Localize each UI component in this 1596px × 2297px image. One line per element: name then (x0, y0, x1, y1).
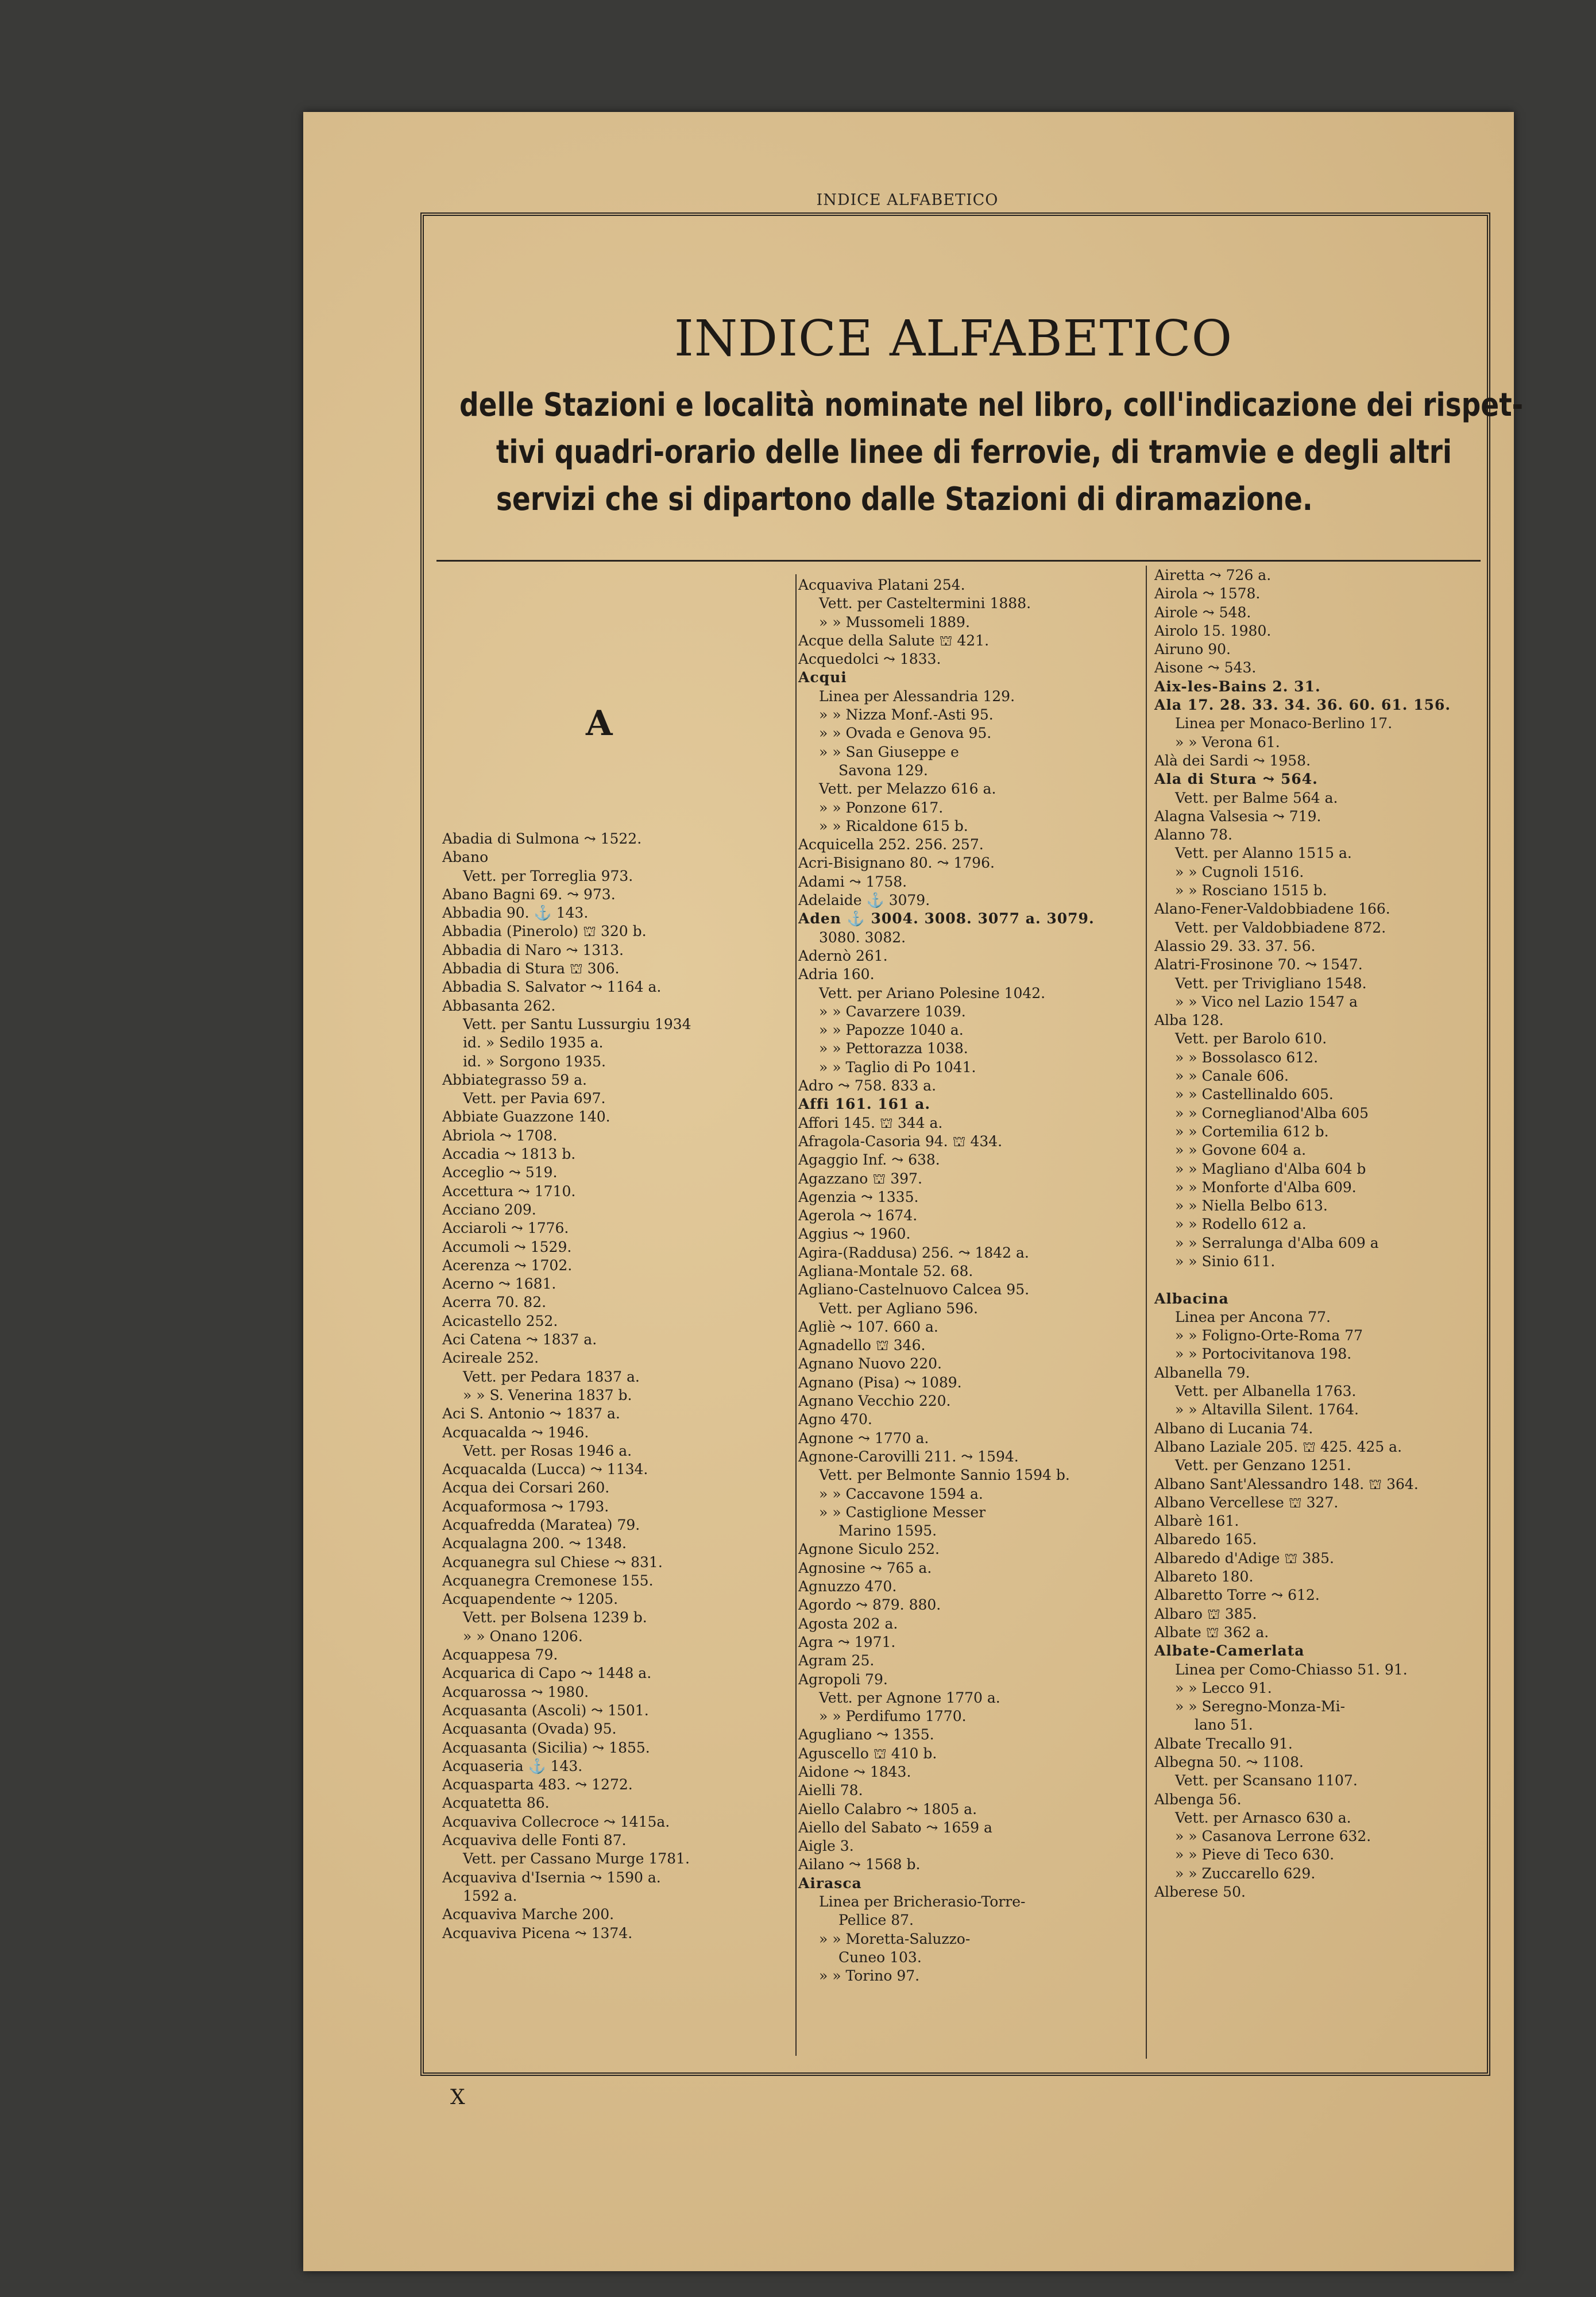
section-letter: A (586, 703, 613, 744)
index-entry: » » Foligno-Orte-Roma 77 (1175, 1327, 1363, 1344)
index-entry: Aidone ⤳ 1843. (798, 1764, 911, 1780)
index-entry: Alba 128. (1154, 1012, 1224, 1029)
index-entry: Abano (442, 849, 489, 866)
index-entry: Alà dei Sardi ⤳ 1958. (1154, 752, 1311, 769)
index-entry: Affori 145. ⛫ 344 a. (798, 1114, 943, 1131)
index-entry: Vett. per Casteltermini 1888. (819, 595, 1031, 612)
index-entry: Aiello Calabro ⤳ 1805 a. (798, 1800, 977, 1818)
index-entry: » » Caccavone 1594 a. (819, 1485, 983, 1502)
index-entry: Aguscello ⛫ 410 b. (798, 1745, 937, 1762)
index-entry: Abano Bagni 69. ⤳ 973. (442, 885, 616, 903)
index-entry: Ailano ⤳ 1568 b. (798, 1856, 921, 1873)
index-entry: » » Serralunga d'Alba 609 a (1175, 1234, 1379, 1251)
index-entry: » » Canale 606. (1175, 1068, 1289, 1085)
index-entry: Vett. per Belmonte Sannio 1594 b. (819, 1467, 1070, 1484)
index-entry: Vett. per Valdobbiadene 872. (1175, 919, 1386, 936)
index-entry: » » Zuccarello 629. (1175, 1865, 1316, 1882)
index-entry: Acquappesa 79. (442, 1646, 558, 1664)
index-entry: » » Lecco 91. (1175, 1679, 1272, 1696)
index-entry: Albareto 180. (1154, 1568, 1254, 1586)
index-entry: Pellice 87. (838, 1912, 914, 1929)
index-entry: Vett. per Alanno 1515 a. (1175, 845, 1352, 862)
index-entry: Albano Laziale 205. ⛫ 425. 425 a. (1154, 1438, 1402, 1455)
index-entry: Agira-(Raddusa) 256. ⤳ 1842 a. (798, 1244, 1029, 1261)
index-entry: » » Vico nel Lazio 1547 a (1175, 993, 1358, 1010)
index-entry: Agra ⤳ 1971. (798, 1633, 896, 1650)
index-entry: Aci S. Antonio ⤳ 1837 a. (442, 1405, 620, 1422)
index-entry: » » Govone 604 a. (1175, 1142, 1307, 1159)
index-entry: Agropoli 79. (798, 1670, 888, 1688)
index-entry: Abbadia di Stura ⛫ 306. (442, 960, 620, 977)
index-entry: Agnano (Pisa) ⤳ 1089. (798, 1374, 962, 1391)
index-entry: Albaredo 165. (1154, 1531, 1257, 1548)
index-entry: Albacina (1154, 1290, 1229, 1307)
index-entry: Albaro ⛫ 385. (1154, 1605, 1257, 1622)
index-entry: » » Cugnoli 1516. (1175, 863, 1304, 880)
index-entry: » » Verona 61. (1175, 733, 1280, 751)
index-entry: Ala di Stura ⤳ 564. (1154, 771, 1318, 788)
index-entry: Acqualagna 200. ⤳ 1348. (442, 1535, 627, 1552)
index-entry: Abbasanta 262. (442, 997, 556, 1014)
index-entry: Albano di Lucania 74. (1154, 1420, 1313, 1437)
index-entry: » » Papozze 1040 a. (819, 1022, 964, 1039)
index-entry: Acquanegra Cremonese 155. (442, 1572, 654, 1589)
index-entry: Accadia ⤳ 1813 b. (442, 1146, 576, 1163)
index-entry: Agnone ⤳ 1770 a. (798, 1429, 929, 1447)
index-entry: Ala 17. 28. 33. 34. 36. 60. 61. 156. (1154, 697, 1451, 714)
index-entry: Adelaide ⚓ 3079. (798, 892, 930, 909)
index-entry: Airola ⤳ 1578. (1154, 585, 1261, 602)
index-entry: Agliana-Montale 52. 68. (798, 1262, 973, 1279)
index-entry: » » Nizza Monf.-Asti 95. (819, 706, 994, 724)
index-entry: Acquaviva Picena ⤳ 1374. (442, 1924, 633, 1942)
running-head: INDICE ALFABETICO (816, 191, 999, 209)
index-entry: Acri-Bisignano 80. ⤳ 1796. (798, 854, 995, 872)
index-entry: Vett. per Balme 564 a. (1175, 789, 1338, 806)
index-entry: » » Castellinaldo 605. (1175, 1086, 1334, 1103)
index-entry: Acicastello 252. (442, 1312, 558, 1329)
index-entry: » » Rosciano 1515 b. (1175, 882, 1327, 899)
index-entry: Albarè 161. (1154, 1513, 1239, 1530)
index-entry (1154, 1271, 1493, 1289)
index-entry: Vett. per Scansano 1107. (1175, 1772, 1358, 1789)
index-entry: id. » Sedilo 1935 a. (463, 1034, 604, 1051)
index-entry: Vett. per Melazzo 616 a. (819, 780, 996, 798)
index-entry: Agram 25. (798, 1652, 875, 1669)
index-entry: Vett. per Santu Lussurgiu 1934 (463, 1015, 691, 1033)
index-entry: lano 51. (1195, 1716, 1253, 1734)
index-entry: Acquasparta 483. ⤳ 1272. (442, 1776, 633, 1793)
index-entry: » » Corneglianod'Alba 605 (1175, 1104, 1369, 1122)
index-entry: Acque della Salute ⛫ 421. (798, 632, 990, 649)
index-entry: Airetta ⤳ 726 a. (1154, 567, 1272, 583)
index-entry: Vett. per Genzano 1251. (1175, 1457, 1351, 1474)
column-divider-1 (795, 574, 797, 2056)
index-entry: Aielli 78. (798, 1782, 863, 1799)
index-column-2 (798, 576, 1143, 1986)
index-entry: » » Moretta-Saluzzo- (819, 1930, 971, 1947)
index-entry: Accettura ⤳ 1710. (442, 1182, 576, 1200)
index-entry: Acquanegra sul Chiese ⤳ 831. (442, 1553, 663, 1571)
index-entry: Acquapendente ⤳ 1205. (442, 1591, 619, 1608)
index-entry: Adro ⤳ 758. 833 a. (798, 1077, 937, 1095)
index-entry: Adria 160. (798, 966, 875, 983)
index-entry: Aix-les-Bains 2. 31. (1154, 678, 1321, 695)
index-entry: Acquarica di Capo ⤳ 1448 a. (442, 1665, 652, 1682)
index-entry: Adami ⤳ 1758. (798, 873, 907, 890)
index-column-1 (442, 830, 793, 1943)
index-entry: Cuneo 103. (838, 1948, 922, 1966)
index-entry: Agliano-Castelnuovo Calcea 95. (798, 1281, 1030, 1298)
index-entry: » » Ricaldone 615 b. (819, 817, 968, 834)
index-entry: id. » Sorgono 1935. (463, 1053, 606, 1070)
index-column-3 (1154, 566, 1493, 1901)
index-entry: Alassio 29. 33. 37. 56. (1154, 937, 1316, 954)
index-entry: Vett. per Rosas 1946 a. (463, 1442, 632, 1459)
index-entry: Savona 129. (838, 761, 928, 779)
index-entry: » » San Giuseppe e (819, 743, 959, 760)
index-entry: Acquacalda ⤳ 1946. (442, 1424, 589, 1441)
index-entry: Acquedolci ⤳ 1833. (798, 651, 941, 668)
header-rule (436, 560, 1481, 562)
index-entry: Airolo 15. 1980. (1154, 622, 1272, 639)
index-entry: » » Sinio 611. (1175, 1252, 1276, 1270)
index-entry: Acquatetta 86. (442, 1795, 550, 1812)
index-entry: Albaretto Torre ⤳ 612. (1154, 1587, 1320, 1604)
index-entry: Acciaroli ⤳ 1776. (442, 1220, 569, 1237)
index-entry: Airasca (798, 1874, 862, 1892)
index-entry: » » Castiglione Messer (819, 1503, 986, 1521)
index-entry: Abbiate Guazzone 140. (442, 1108, 610, 1126)
index-entry: Albate-Camerlata (1154, 1642, 1305, 1660)
index-entry: Abbiategrasso 59 a. (442, 1071, 587, 1088)
index-entry: Albano Sant'Alessandro 148. ⛫ 364. (1154, 1475, 1419, 1492)
index-entry: » » Torino 97. (819, 1967, 920, 1985)
index-entry: Affi 161. 161 a. (798, 1096, 931, 1113)
index-entry: » » Casanova Lerrone 632. (1175, 1828, 1371, 1845)
index-entry: » » Altavilla Silent. 1764. (1175, 1401, 1359, 1418)
index-entry: Acquicella 252. 256. 257. (798, 836, 984, 853)
index-entry: Aigle 3. (798, 1838, 854, 1855)
index-entry: Agnano Vecchio 220. (798, 1393, 951, 1410)
index-entry: Acquaformosa ⤳ 1793. (442, 1498, 609, 1515)
index-entry: Abriola ⤳ 1708. (442, 1127, 558, 1144)
index-entry: Agnano Nuovo 220. (798, 1355, 942, 1372)
index-entry: 3080. 3082. (819, 929, 906, 946)
index-entry: Linea per Monaco-Berlino 17. (1175, 715, 1393, 732)
index-entry: Vett. per Albanella 1763. (1175, 1383, 1357, 1400)
index-entry: Acqui (798, 669, 847, 686)
index-entry: Albanella 79. (1154, 1364, 1250, 1381)
index-entry: Agaggio Inf. ⤳ 638. (798, 1151, 940, 1169)
index-entry: Vett. per Pavia 697. (463, 1090, 606, 1107)
index-entry: » » Bossolasco 612. (1175, 1049, 1319, 1066)
index-entry: Airole ⤳ 548. (1154, 604, 1251, 621)
index-entry: » » Onano 1206. (463, 1627, 583, 1645)
index-entry: Abbadia di Naro ⤳ 1313. (442, 941, 624, 958)
index-entry: 1592 a. (463, 1887, 517, 1904)
index-entry: » » Cavarzere 1039. (819, 1003, 966, 1020)
index-entry: Aden ⚓ 3004. 3008. 3077 a. 3079. (798, 910, 1095, 927)
index-entry: Marino 1595. (838, 1522, 937, 1540)
index-entry: » » Portocivitanova 198. (1175, 1345, 1352, 1363)
index-entry: Acquasanta (Sicilia) ⤳ 1855. (442, 1739, 650, 1756)
index-entry: Acciano 209. (442, 1201, 536, 1218)
index-entry: Vett. per Trivigliano 1548. (1175, 975, 1367, 992)
index-entry: Agosta 202 a. (798, 1615, 898, 1632)
index-entry: » » S. Venerina 1837 b. (463, 1386, 632, 1403)
index-entry: Linea per Ancona 77. (1175, 1308, 1331, 1325)
index-entry: Alanno 78. (1154, 826, 1232, 844)
index-entry: » » Ponzone 617. (819, 799, 944, 816)
index-entry: Acerno ⤳ 1681. (442, 1275, 557, 1293)
index-entry: Acerenza ⤳ 1702. (442, 1256, 573, 1274)
index-entry: » » Pettorazza 1038. (819, 1040, 968, 1057)
index-entry: Alagna Valsesia ⤳ 719. (1154, 807, 1321, 825)
index-entry: Agnadello ⛫ 346. (798, 1337, 926, 1354)
index-entry: » » Rodello 612 a. (1175, 1216, 1307, 1233)
index-entry: Albenga 56. (1154, 1791, 1242, 1808)
page-subtitle (459, 382, 1524, 523)
index-entry: Agnuzzo 470. (798, 1578, 897, 1595)
index-entry: Agerola ⤳ 1674. (798, 1207, 918, 1224)
index-entry: Acquaviva Marche 200. (442, 1906, 615, 1923)
index-entry: Agugliano ⤳ 1355. (798, 1726, 934, 1743)
index-entry: Albate Trecallo 91. (1154, 1735, 1293, 1752)
index-entry: Vett. per Agnone 1770 a. (819, 1689, 1000, 1706)
subtitle-line-3: servizi che si dipartono dalle Stazioni di diramazione. (496, 481, 1313, 518)
index-entry: Acqua dei Corsari 260. (442, 1479, 610, 1496)
index-entry: Alatri-Frosinone 70. ⤳ 1547. (1154, 956, 1363, 973)
index-entry: Agnosine ⤳ 765 a. (798, 1559, 932, 1576)
index-entry: Acquaseria ⚓ 143. (442, 1757, 583, 1774)
subtitle-line-2: tivi quadri-orario delle linee di ferrovie, di tramvie e degli altri (496, 434, 1452, 471)
index-entry: Agliè ⤳ 107. 660 a. (798, 1318, 938, 1335)
index-entry: Alberese 50. (1154, 1884, 1246, 1901)
index-entry: Aggius ⤳ 1960. (798, 1225, 911, 1243)
index-entry: » » Pieve di Teco 630. (1175, 1846, 1335, 1863)
index-entry: Acquafredda (Maratea) 79. (442, 1516, 640, 1533)
index-entry: » » Magliano d'Alba 604 b (1175, 1160, 1366, 1177)
index-entry: Vett. per Bolsena 1239 b. (463, 1609, 647, 1626)
index-entry: Aiello del Sabato ⤳ 1659 a (798, 1819, 992, 1836)
index-entry: Acquasanta (Ascoli) ⤳ 1501. (442, 1702, 649, 1719)
index-entry: Acceglio ⤳ 519. (442, 1164, 558, 1181)
index-entry: Linea per Bricherasio-Torre- (819, 1893, 1026, 1911)
index-entry: Vett. per Arnasco 630 a. (1175, 1809, 1351, 1826)
index-entry: Albano Vercellese ⛫ 327. (1154, 1494, 1339, 1511)
index-entry: » » Ovada e Genova 95. (819, 725, 992, 742)
page-title: INDICE ALFABETICO (674, 310, 1233, 368)
index-entry: Acireale 252. (442, 1349, 539, 1367)
index-entry: Agordo ⤳ 879. 880. (798, 1596, 941, 1614)
column-divider-2 (1146, 566, 1147, 2059)
index-entry: Agno 470. (798, 1411, 872, 1428)
index-entry: Acquaviva d'Isernia ⤳ 1590 a. (442, 1869, 661, 1886)
page-number: X (450, 2086, 465, 2109)
index-entry: Agazzano ⛫ 397. (798, 1170, 922, 1187)
index-entry: Acerra 70. 82. (442, 1294, 547, 1311)
index-entry: Acquarossa ⤳ 1980. (442, 1683, 589, 1700)
index-entry: Vett. per Pedara 1837 a. (463, 1368, 640, 1385)
index-entry: Acquasanta (Ovada) 95. (442, 1720, 617, 1738)
index-entry: Abbadia (Pinerolo) ⛫ 320 b. (442, 923, 647, 940)
index-entry: Vett. per Cassano Murge 1781. (463, 1850, 690, 1867)
index-entry: Adernò 261. (798, 947, 888, 964)
index-entry: Linea per Alessandria 129. (819, 687, 1015, 705)
index-entry: Acquacalda (Lucca) ⤳ 1134. (442, 1461, 648, 1478)
index-entry: Abadia di Sulmona ⤳ 1522. (442, 830, 642, 847)
index-entry: Vett. per Torreglia 973. (463, 867, 633, 884)
index-entry: Accumoli ⤳ 1529. (442, 1238, 572, 1255)
index-entry: Acquaviva Collecroce ⤳ 1415a. (442, 1813, 670, 1830)
index-entry: Agnone Siculo 252. (798, 1541, 940, 1558)
index-entry: Vett. per Barolo 610. (1175, 1030, 1327, 1047)
index-entry: Albegna 50. ⤳ 1108. (1154, 1754, 1304, 1770)
index-entry: Aci Catena ⤳ 1837 a. (442, 1331, 597, 1348)
index-entry: Abbadia 90. ⚓ 143. (442, 904, 589, 922)
index-entry: » » Taglio di Po 1041. (819, 1058, 976, 1076)
index-entry: Agenzia ⤳ 1335. (798, 1188, 919, 1205)
index-entry: Afragola-Casoria 94. ⛫ 434. (798, 1132, 1003, 1150)
index-entry: Vett. per Ariano Polesine 1042. (819, 984, 1046, 1001)
index-entry: Albaredo d'Adige ⛫ 385. (1154, 1549, 1334, 1567)
index-entry: » » Cortemilia 612 b. (1175, 1123, 1329, 1140)
index-entry: Alano-Fener-Valdobbiadene 166. (1154, 900, 1390, 918)
index-entry: » » Monforte d'Alba 609. (1175, 1178, 1357, 1196)
index-entry: Airuno 90. (1154, 641, 1231, 658)
index-entry: Linea per Como-Chiasso 51. 91. (1175, 1661, 1408, 1678)
index-entry: » » Seregno-Monza-Mi- (1175, 1698, 1346, 1715)
index-entry: Aisone ⤳ 543. (1154, 659, 1257, 676)
index-entry: Acquaviva Platani 254. (798, 577, 965, 593)
subtitle-line-1: delle Stazioni e località nominate nel libro, coll'indicazione dei rispet- (459, 386, 1524, 424)
index-entry: Albate ⛫ 362 a. (1154, 1623, 1269, 1641)
index-entry: Agnone-Carovilli 211. ⤳ 1594. (798, 1448, 1019, 1465)
index-entry: Abbadia S. Salvator ⤳ 1164 a. (442, 979, 662, 996)
index-entry: » » Mussomeli 1889. (819, 613, 970, 631)
index-entry: Acquaviva delle Fonti 87. (442, 1832, 627, 1849)
index-entry: » » Perdifumo 1770. (819, 1708, 967, 1725)
index-entry: Vett. per Agliano 596. (819, 1300, 978, 1317)
index-entry: » » Niella Belbo 613. (1175, 1197, 1328, 1215)
